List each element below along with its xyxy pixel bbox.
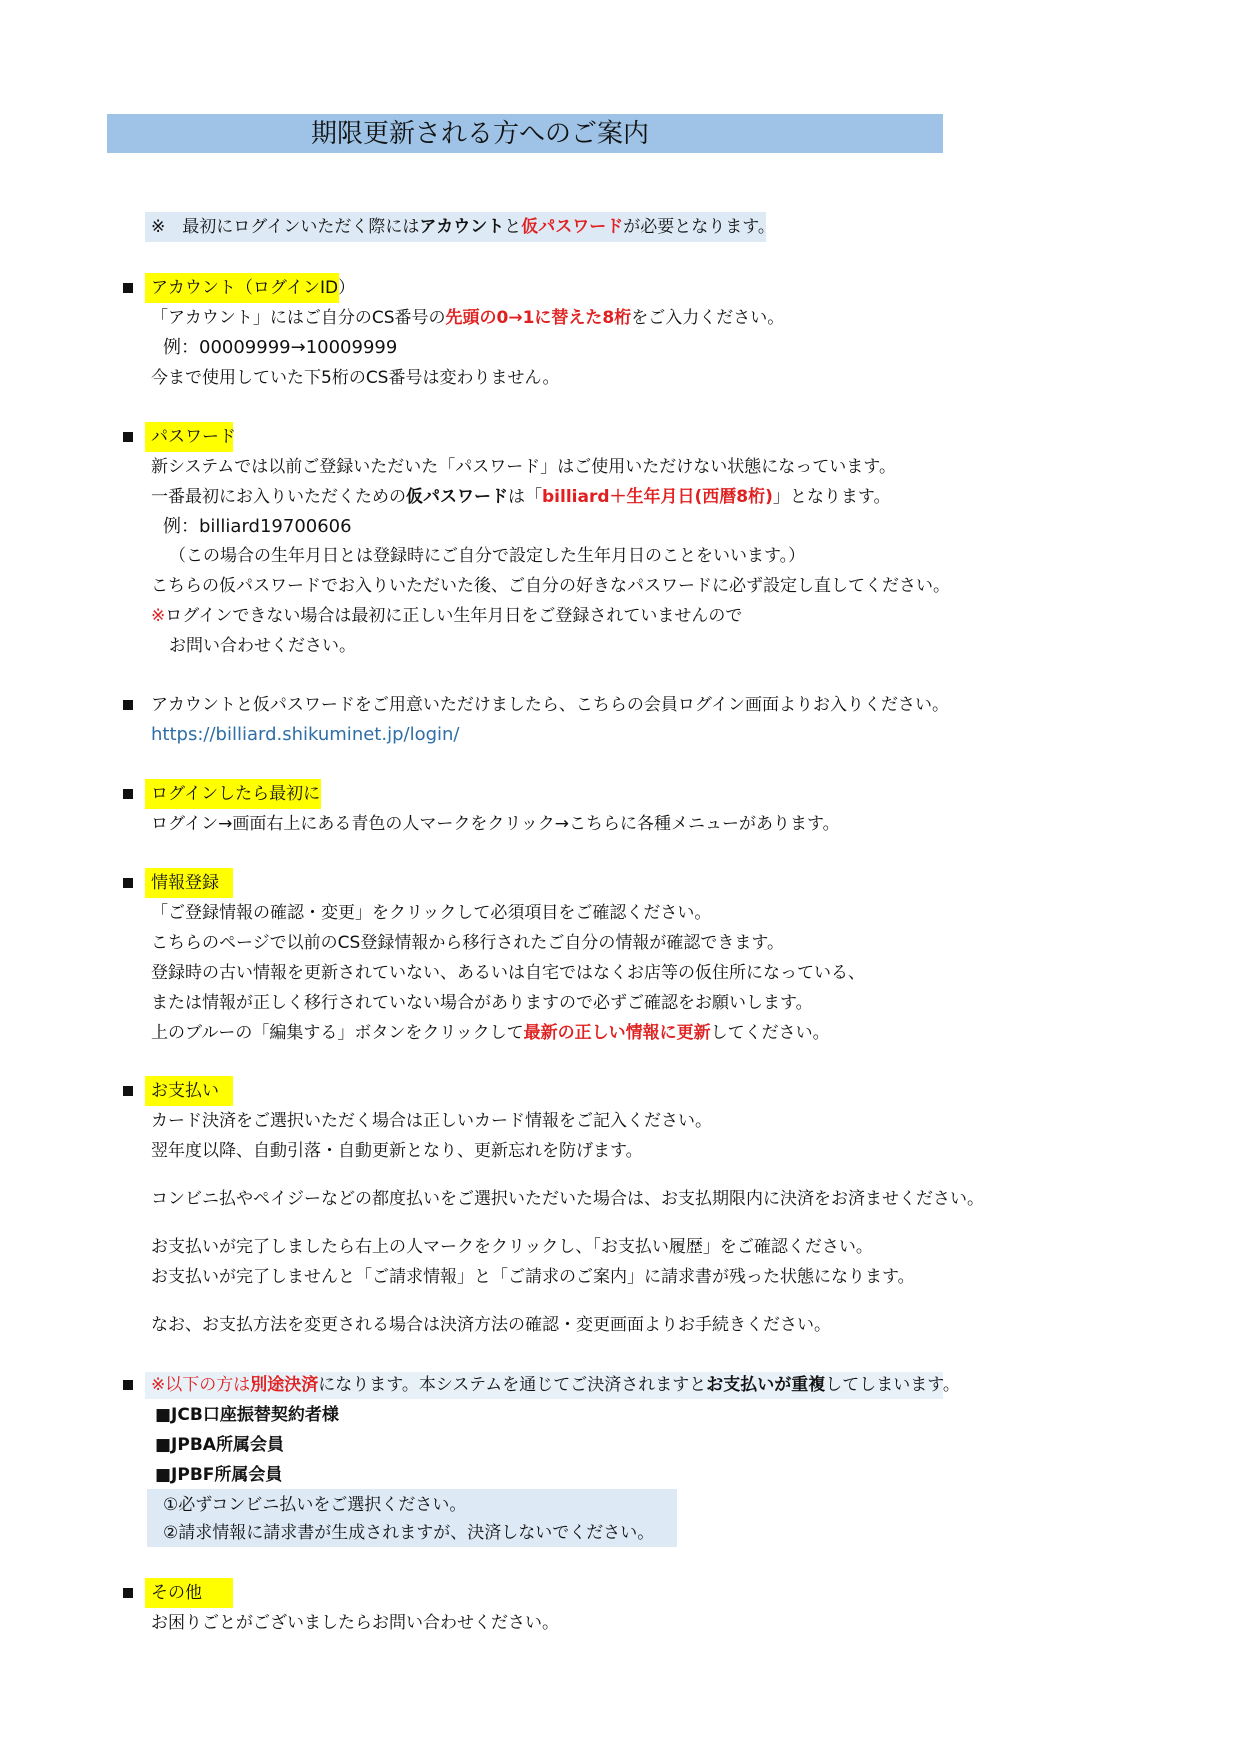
text: してしまいます。 <box>825 1375 960 1395</box>
payment-heading: お支払い <box>151 1081 219 1101</box>
note-mark: ※ <box>151 606 166 626</box>
text: になります。本システムを通じてご決済されますと <box>318 1375 707 1395</box>
emphasis-text: 別途決済 <box>250 1375 319 1395</box>
text: ログインできない場合は最初に正しい生年月日をご登録されていませんので <box>165 606 743 626</box>
account-heading: アカウント（ログインID） <box>151 278 356 298</box>
password-line-6 <box>151 603 742 629</box>
payment-line-1: カード決済をご選択いただく場合は正しいカード情報をご記入ください。 <box>151 1111 712 1131</box>
text: をご入力ください。 <box>631 308 785 328</box>
info-line-2: こちらのページで以前のCS登録情報から移行されたご自分の情報が確認できます。 <box>151 933 784 953</box>
info-line-4: または情報が正しく移行されていない場合がありますので必ずご確認をお願いします。 <box>151 993 813 1013</box>
info-heading: 情報登録 <box>151 873 219 893</box>
password-line-4: （この場合の生年月日とは登録時にご自分で設定した生年月日のことをいいます。） <box>169 546 806 566</box>
other-heading: その他 <box>151 1583 202 1603</box>
bullet-icon <box>123 700 133 710</box>
password-line-5: こちらの仮パスワードでお入りいただいた後、ご自分の好きなパスワードに必ず設定し直してください。 <box>151 576 950 596</box>
info-line-1: 「ご登録情報の確認・変更」をクリックして必須項目をご確認ください。 <box>151 903 712 923</box>
note-account: アカウント <box>419 217 505 237</box>
account-line-3: 今まで使用していた下5桁のCS番号は変わりません。 <box>151 368 560 388</box>
login-url-link[interactable]: https://billiard.shikuminet.jp/login/ <box>151 724 460 745</box>
payment-line-5: お支払いが完了しませんと「ご請求情報」と「ご請求のご案内」に請求書が残った状態になります。 <box>151 1267 915 1287</box>
first-heading: ログインしたら最初に <box>151 784 321 804</box>
note-temp-password: 仮パスワード <box>521 217 624 237</box>
bold-text: お支払いが重複 <box>706 1375 826 1395</box>
note-suffix: が必要となります。 <box>623 217 775 237</box>
bullet-icon <box>123 1086 133 1096</box>
bullet-icon <box>123 1380 133 1390</box>
note-mark: ※以下の方は <box>151 1375 251 1395</box>
text: してください。 <box>710 1023 830 1043</box>
payment-line-6: なお、お支払方法を変更される場合は決済方法の確認・変更画面よりお手続きください。 <box>151 1315 831 1335</box>
bullet-icon <box>123 789 133 799</box>
payment-line-2: 翌年度以降、自動引落・自動更新となり、更新忘れを防げます。 <box>151 1141 643 1161</box>
other-line-1: お困りごとがございましたらお問い合わせください。 <box>151 1613 559 1633</box>
text: 」となります。 <box>772 487 891 507</box>
emphasis-text: 最新の正しい情報に更新 <box>523 1023 711 1043</box>
info-line-3: 登録時の古い情報を更新されていない、あるいは自宅ではなくお店等の仮住所になっている、 <box>151 963 865 983</box>
page-title: 期限更新される方へのご案内 <box>311 119 650 149</box>
account-example: 例：00009999→10009999 <box>163 337 398 358</box>
login-note <box>151 214 775 240</box>
account-line-1 <box>151 305 784 331</box>
emphasis-text: 先頭の0→1に替えた8桁 <box>445 308 632 328</box>
separate-item-jcb: ■JCB口座振替契約者様 <box>155 1405 339 1425</box>
bullet-icon <box>123 283 133 293</box>
bullet-icon <box>123 432 133 442</box>
bullet-icon <box>123 1588 133 1598</box>
info-line-5 <box>151 1020 830 1046</box>
instruction-2: ②請求情報に請求書が生成されますが、決済しないでください。 <box>163 1523 655 1543</box>
password-line-7: お問い合わせください。 <box>169 636 356 656</box>
separate-item-jpbf: ■JPBF所属会員 <box>155 1465 283 1485</box>
note-to: と <box>504 217 522 237</box>
password-heading: パスワード <box>151 427 236 447</box>
payment-line-4: お支払いが完了しましたら右上の人マークをクリックし、「お支払い履歴」をご確認ください。 <box>151 1237 873 1257</box>
bold-text: 仮パスワード <box>406 487 508 507</box>
password-line-1: 新システムでは以前ご登録いただいた「パスワード」はご使用いただけない状態になっています。 <box>151 457 896 477</box>
note-prefix: ※ 最初にログインいただく際には <box>151 217 420 237</box>
separate-note <box>151 1372 960 1398</box>
text: 「アカウント」にはご自分のCS番号の <box>151 308 446 328</box>
text: は「 <box>508 487 542 507</box>
password-example: 例：billiard19700606 <box>163 516 352 537</box>
separate-item-jpba: ■JPBA所属会員 <box>155 1435 284 1455</box>
bullet-icon <box>123 878 133 888</box>
text: 上のブルーの「編集する」ボタンをクリックして <box>151 1023 524 1043</box>
payment-line-3: コンビニ払やペイジーなどの都度払いをご選択いただいた場合は、お支払期限内に決済をお済ませください。 <box>151 1189 984 1209</box>
text: 一番最初にお入りいただくための <box>151 487 406 507</box>
first-line-1: ログイン→画面右上にある青色の人マークをクリック→こちらに各種メニューがあります。 <box>151 814 840 834</box>
instruction-1: ①必ずコンビニ払いをご選択ください。 <box>163 1495 467 1515</box>
emphasis-text: billiard＋生年月日(西暦8桁) <box>542 487 773 507</box>
login-line-1: アカウントと仮パスワードをご用意いただけましたら、こちらの会員ログイン画面よりお入りください。 <box>151 695 949 715</box>
password-line-2 <box>151 484 891 510</box>
